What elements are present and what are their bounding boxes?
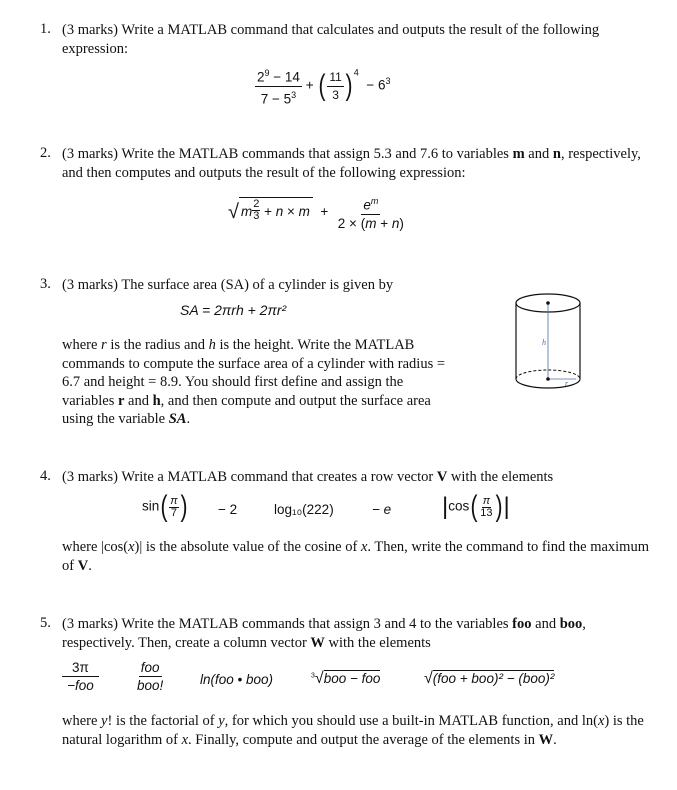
q4-text: (3 marks) Write a MATLAB command that creates a row vector V with the elements — [62, 469, 554, 485]
q4-elem-e: − e — [372, 502, 392, 517]
q5-elem-1: $\frac{3\pi}{\text{−foo}}$ — [62, 660, 99, 693]
q3-formula: SA = 2πrh + 2πr² — [180, 302, 287, 318]
q5-elem-2: $\frac{\text{foo}}{\text{boo!}}$ — [137, 660, 164, 693]
q4-elem-sin: sin( $\frac{\pi}{7}$ ) — [142, 490, 188, 523]
q4-elem-2: − 2 — [218, 502, 238, 517]
q3-body: where r is the radius and h is the height. Write the MATLAB commands to compute the surface area of a cylinder with radius = 6.7 and height = 8.9. You should first define and assign the variables r and h, and then compute and output the surface area using the variable SA. — [62, 337, 446, 427]
q4-number: 4. — [40, 468, 51, 484]
diagram-r-label: r — [565, 379, 569, 388]
q4-elem-abs-cos: |cos( $\frac{\pi}{13}$ )| — [442, 490, 510, 523]
q3-text: (3 marks) The surface area (SA) of a cylinder is given by — [62, 277, 394, 293]
q5-text: (3 marks) Write the MATLAB commands that assign 3 and 4 to the variables foo and boo, respectively. Then, create a column vector W with the elements — [62, 616, 586, 651]
q1-expression: $\frac{2^9 - 14}{7 - 5^3}$ + ( $\frac{11}{3}$ ) $^4 - 6^3$ — [257, 67, 391, 106]
q5-elem-cuberoot: $^3$√boo − foo — [311, 670, 381, 687]
q1-text: (3 marks) Write a MATLAB command that calculates and outputs the result of the following expression: — [62, 22, 600, 57]
q1-number: 1. — [40, 21, 51, 37]
cylinder-diagram — [510, 287, 590, 393]
q4-body: where |cos(x)| is the absolute value of the cosine of x. Then, write the command to find the maximum of V. — [62, 539, 649, 574]
diagram-h-label: h — [542, 338, 546, 347]
q5-elem-ln: ln(foo • boo) — [200, 672, 274, 687]
q2-number: 2. — [40, 145, 51, 161]
q2-text: (3 marks) Write the MATLAB commands that assign 5.3 and 7.6 to variables m and n, respectively, and then computes and outputs the result of the following expression: — [62, 146, 641, 181]
q3-number: 3. — [40, 276, 51, 292]
q4-elem-log: log₁₀(222) — [274, 502, 334, 517]
q5-body: where y! is the factorial of y, for which you should use a built-in MATLAB function, and ln(x) is the natural logarithm of x. Finally, compute and output the average of the elements in W. — [62, 713, 644, 748]
q2-expression: √ m $\frac{2}{3}$ + n × m + $\frac{e^m}{2 \times (m + n)}$ — [228, 196, 404, 231]
q5-number: 5. — [40, 615, 51, 631]
q5-elem-sqrt: √(foo + boo)² − (boo)² — [424, 670, 555, 687]
